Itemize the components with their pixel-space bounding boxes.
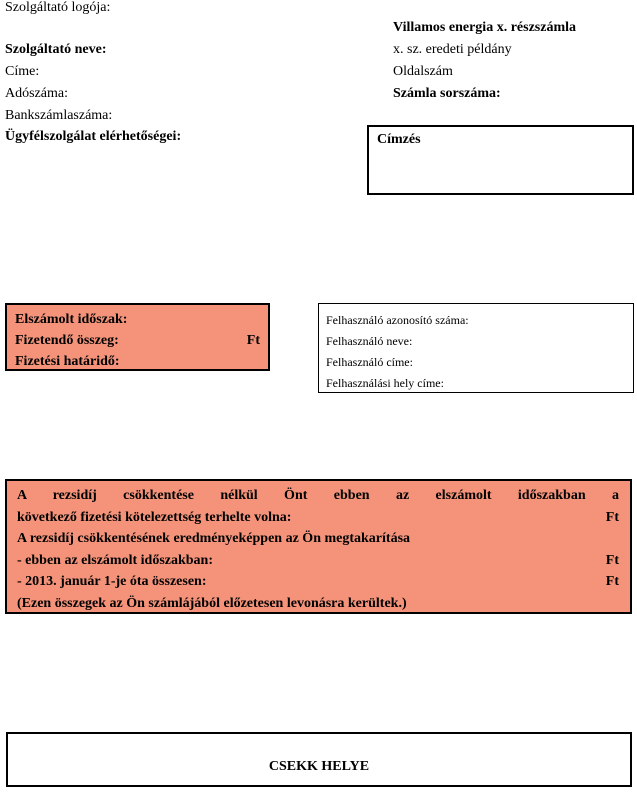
savings-line-2: következő fizetési kötelezettség terhelte volna:: [17, 509, 292, 525]
savings-unit-3: Ft: [605, 574, 619, 589]
savings-row-4: [17, 550, 619, 572]
savings-box: [5, 479, 632, 614]
invoice-title: Villamos energia x. részszámla: [393, 20, 576, 35]
user-address-label: Felhasználó címe:: [326, 355, 413, 369]
billing-amount-row: [15, 330, 260, 351]
savings-line-3: A rezsidíj csökkentésének eredményeképpen az Ön megtakarítása: [17, 531, 411, 546]
user-id-label: Felhasználó azonosító száma:: [326, 313, 469, 327]
provider-tax-label: Adószáma:: [5, 86, 68, 101]
user-site-label: Felhasználási hely címe:: [326, 376, 444, 390]
provider-logo-label: Szolgáltató logója:: [5, 0, 111, 15]
billing-due-label: Fizetési határidő:: [15, 354, 120, 369]
address-box-title: Címzés: [377, 132, 421, 147]
savings-line-4: - ebben az elszámolt időszakban:: [17, 552, 213, 568]
provider-service-label: Ügyfélszolgálat elérhetőségei:: [5, 129, 182, 144]
invoice-page: Oldalszám: [393, 64, 453, 79]
invoice-original: x. sz. eredeti példány: [393, 42, 512, 57]
savings-unit-2: Ft: [605, 552, 619, 568]
billing-period-label: Elszámolt időszak:: [15, 312, 128, 327]
savings-row-5: [17, 571, 619, 593]
check-placeholder-box: [6, 732, 632, 787]
billing-amount-unit: Ft: [246, 333, 260, 348]
provider-name-label: Szolgáltató neve:: [5, 42, 107, 57]
savings-line-1: A rezsidíj csökkentése nélkül Önt ebben az elszámolt időszakban a: [17, 488, 619, 503]
user-name-label: Felhasználó neve:: [326, 334, 413, 348]
provider-address-label: Címe:: [5, 64, 40, 79]
check-label: CSEKK HELYE: [268, 759, 370, 774]
billing-amount-label: Fizetendő összeg:: [15, 333, 119, 348]
savings-unit-1: Ft: [605, 509, 619, 525]
user-info-box: [318, 303, 634, 393]
billing-summary-box: [5, 303, 270, 371]
savings-row-2: [17, 507, 619, 529]
provider-bank-label: Bankszámlaszáma:: [5, 108, 113, 123]
savings-line-6: (Ezen összegek az Ön számlájából előzetesen levonásra kerültek.): [17, 595, 407, 611]
invoice-serial-label: Számla sorszáma:: [393, 86, 501, 101]
address-box: [367, 125, 634, 195]
savings-line-5: - 2013. január 1-je óta összesen:: [17, 574, 207, 589]
